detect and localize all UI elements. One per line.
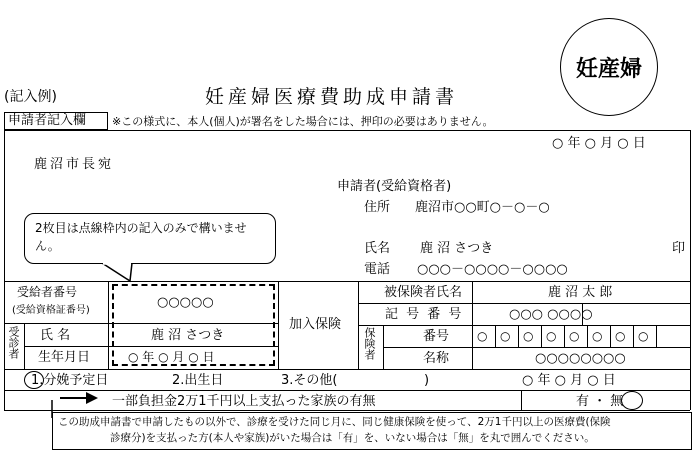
- seal-mark: 印: [672, 241, 686, 256]
- recipient-no-sub: (受給資格証番号): [12, 305, 90, 316]
- badge-text: 妊産婦: [575, 56, 642, 82]
- page-title: 妊産婦医療費助成申請書: [205, 86, 459, 108]
- insured-name-label: 被保険者氏名: [384, 285, 463, 300]
- reason-option-1[interactable]: 1.分娩予定日: [31, 373, 109, 388]
- patient-vertical-label: 受診者: [7, 326, 20, 359]
- dob-value[interactable]: ○ 年 ○ 月 ○ 日: [128, 350, 215, 364]
- name-label: 氏名: [364, 241, 391, 256]
- insurer-number-digit[interactable]: ○: [592, 329, 603, 343]
- footer-note-line1: この助成申請書で申請したもの以外で、診療を受けた同じ月に、同じ健康保険を使って、2万1千円以上の医療費(保険: [58, 416, 611, 428]
- reason-date[interactable]: ○ 年 ○ 月 ○ 日: [522, 373, 616, 388]
- insurer-number-digit[interactable]: ○: [638, 329, 649, 343]
- insurer-number-digit[interactable]: ○: [500, 329, 511, 343]
- seal-note: ※この様式に、本人(個人)が署名をした場合には、押印の必要はありません。: [112, 115, 494, 128]
- callout-tail: [100, 263, 136, 283]
- insurer-number-digit[interactable]: ○: [615, 329, 626, 343]
- footer-note-line2: 診療分)を支払った方(本人や家族)がいた場合は「有」を、いない場合は「無」を丸で囲んでください。: [110, 432, 595, 444]
- copay-value[interactable]: 有 ・ 無: [576, 394, 624, 409]
- phone-label: 電話: [364, 262, 391, 277]
- insurer-number-digit[interactable]: ○: [477, 329, 488, 343]
- selected-none-circle: [621, 391, 643, 410]
- reason-option-3[interactable]: 3.その他(: [281, 373, 338, 388]
- insurance-label: 加入保険: [289, 317, 342, 332]
- applicant-heading: 申請者(受給資格者): [337, 179, 452, 194]
- callout-text: 2枚目は点線枠内の記入のみで構いません。: [35, 221, 247, 253]
- addressee: 鹿沼市長宛: [34, 157, 115, 172]
- recipient-no-value[interactable]: ○○○○○: [157, 295, 214, 310]
- phone-value[interactable]: ○○○－○○○○－○○○○: [417, 262, 568, 277]
- example-label: (記入例): [4, 89, 57, 105]
- dob-label: 生年月日: [38, 350, 91, 365]
- recipient-no-label: 受給者番号: [17, 285, 78, 299]
- insurer-name-value[interactable]: ○○○○○○○○: [535, 351, 626, 366]
- pregnant-badge: [560, 18, 658, 116]
- insurer-number-label: 番号: [423, 329, 450, 344]
- copay-label: 一部負担金2万1千円以上支払った家族の有無: [112, 394, 376, 409]
- insurer-vertical-label: 保険者: [363, 327, 376, 360]
- insurer-number-digit[interactable]: ○: [523, 329, 534, 343]
- insurer-number-digit[interactable]: ○: [546, 329, 557, 343]
- patient-name-value[interactable]: 鹿 沼 さつき: [151, 328, 225, 343]
- name-value[interactable]: 鹿 沼 さつき: [420, 241, 494, 256]
- insured-name-value[interactable]: 鹿 沼 太 郎: [548, 285, 613, 300]
- application-date[interactable]: ○ 年 ○ 月 ○ 日: [552, 136, 646, 151]
- address-label: 住所: [364, 200, 391, 215]
- reason-option-2[interactable]: 2.出生日: [172, 373, 224, 388]
- callout-note: [24, 213, 276, 264]
- insurer-number-digit[interactable]: ○: [569, 329, 580, 343]
- insurer-name-label: 名称: [423, 351, 450, 366]
- symbol-no-value[interactable]: ○○○ ○○○○: [509, 307, 593, 322]
- symbol-no-label: 記 号 番 号: [385, 307, 464, 322]
- section-label: 申請者記入欄: [8, 113, 87, 128]
- arrow-right-icon: [60, 390, 100, 406]
- reason-option-3-close: ): [424, 373, 430, 388]
- address-value[interactable]: 鹿沼市○○町○－○－○: [415, 200, 550, 215]
- patient-name-label: 氏 名: [40, 328, 71, 343]
